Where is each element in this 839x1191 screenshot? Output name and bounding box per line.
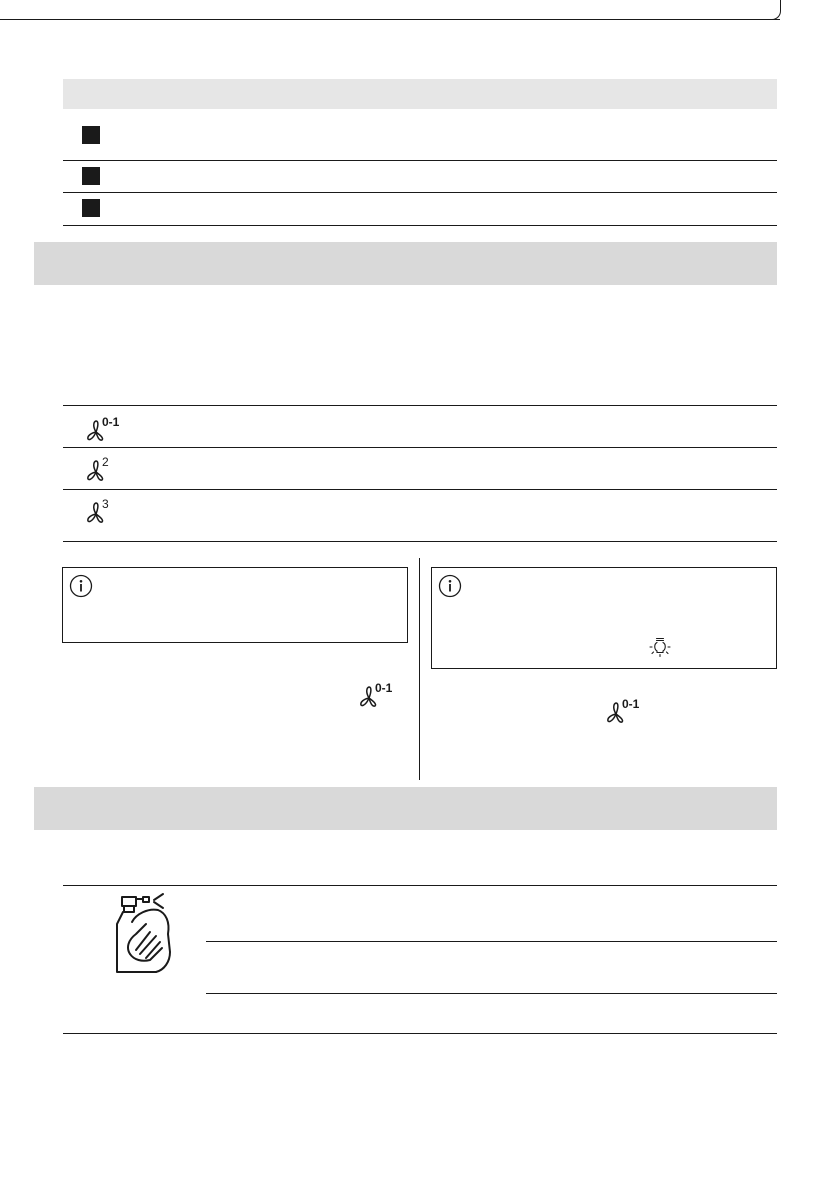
cleaning-table-bottom-rule	[63, 1033, 777, 1034]
top-table-row-3-marker	[82, 199, 100, 217]
left-info-box	[62, 567, 408, 643]
fan-speed-label: 3	[102, 497, 109, 511]
page-top-rule-cap	[771, 0, 781, 20]
column-divider	[419, 558, 420, 780]
fan-table-bottom-rule	[63, 541, 777, 542]
top-table-bottom-rule	[63, 225, 777, 226]
top-table-row-2-marker	[82, 167, 100, 185]
info-icon	[438, 574, 462, 598]
top-table-row-1-marker	[82, 126, 100, 144]
right-info-box	[431, 567, 777, 669]
fan-table-divider-2	[63, 489, 777, 490]
top-table-header	[63, 79, 777, 109]
fan-speed-label: 0-1	[102, 415, 120, 429]
spray-and-cloth-icon	[106, 892, 176, 976]
page-top-rule	[0, 19, 780, 20]
light-bulb-icon	[648, 636, 672, 660]
info-icon	[69, 574, 93, 598]
top-table-divider-2	[63, 192, 777, 193]
fan-speed-label: 2	[102, 455, 109, 469]
cleaning-table-top-rule	[63, 885, 777, 886]
section-band-1	[34, 242, 777, 285]
cleaning-table-divider-2	[206, 993, 777, 994]
section-band-2	[34, 787, 777, 830]
top-table-divider-1	[63, 160, 777, 161]
fan-table-top-rule	[63, 405, 777, 406]
cleaning-table-divider-1	[206, 941, 777, 942]
fan-speed-label: 0-1	[622, 697, 640, 711]
fan-speed-label: 0-1	[375, 681, 393, 695]
fan-table-divider-1	[63, 447, 777, 448]
